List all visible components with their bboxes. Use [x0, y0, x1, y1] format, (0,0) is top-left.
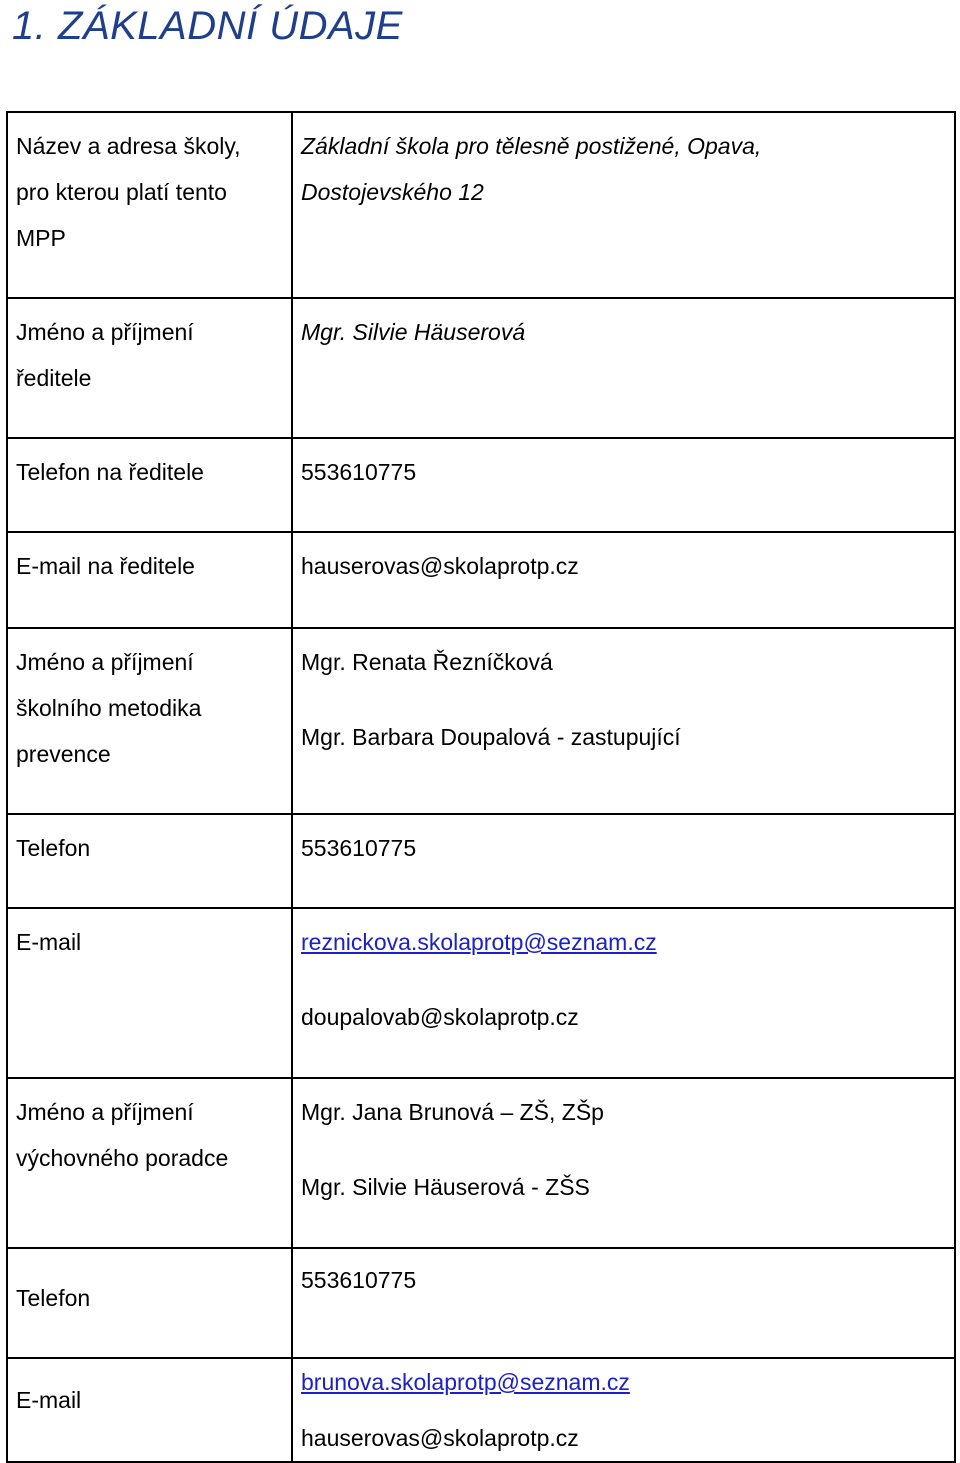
value-line: hauserovas@skolaprotp.cz	[301, 1425, 579, 1451]
label-line: školního metodika	[16, 695, 202, 721]
row-value-counselor-phone	[292, 1248, 955, 1358]
page-title: 1. ZÁKLADNÍ ÚDAJE	[12, 4, 403, 48]
value-line: 553610775	[301, 1267, 417, 1293]
email-link-row	[301, 919, 946, 965]
label-line: prevence	[16, 741, 111, 767]
label-line: MPP	[16, 225, 66, 251]
value-line: Dostojevského 12	[301, 179, 484, 205]
email-link[interactable]: brunova.skolaprotp@seznam.cz	[301, 1369, 630, 1395]
row-label-prevention-methodist	[7, 628, 292, 814]
value-line: doupalovab@skolaprotp.cz	[301, 1004, 579, 1030]
table-row	[7, 1078, 955, 1248]
row-label-methodist-email	[7, 908, 292, 1078]
row-value-methodist-email	[292, 908, 955, 1078]
row-value-methodist-phone	[292, 814, 955, 908]
value-line: Mgr. Silvie Häuserová - ZŠS	[301, 1174, 590, 1200]
label-line: E-mail na ředitele	[16, 553, 195, 579]
label-line: pro kterou platí tento	[16, 179, 227, 205]
label-line: Telefon na ředitele	[16, 459, 204, 485]
label-line: Telefon	[16, 835, 91, 861]
table-row	[7, 298, 955, 438]
row-value-counselor-email	[292, 1358, 955, 1462]
row-label-counselor-name	[7, 1078, 292, 1248]
label-line: výchovného poradce	[16, 1145, 229, 1171]
email-link-row	[301, 1359, 946, 1405]
label-line: E-mail	[16, 1387, 82, 1413]
row-label-school-name	[7, 112, 292, 298]
value-line: Mgr. Renata Řezníčková	[301, 649, 553, 675]
row-value-counselor-name	[292, 1078, 955, 1248]
table-row	[7, 628, 955, 814]
row-value-director-email	[292, 532, 955, 628]
table-row	[7, 908, 955, 1078]
row-label-director-phone	[7, 438, 292, 532]
table-row	[7, 438, 955, 532]
table-row	[7, 112, 955, 298]
label-line: Jméno a příjmení	[16, 319, 194, 345]
table-row	[7, 814, 955, 908]
row-value-prevention-methodist	[292, 628, 955, 814]
table-row	[7, 532, 955, 628]
school-info-table	[6, 111, 956, 1463]
email-link[interactable]: reznickova.skolaprotp@seznam.cz	[301, 929, 657, 955]
row-value-school-name	[292, 112, 955, 298]
label-line: E-mail	[16, 929, 82, 955]
row-label-director-email	[7, 532, 292, 628]
label-line: Jméno a příjmení	[16, 649, 194, 675]
value-line: Mgr. Silvie Häuserová	[301, 319, 526, 345]
row-label-counselor-email	[7, 1358, 292, 1462]
label-line: ředitele	[16, 365, 92, 391]
label-line: Název a adresa školy,	[16, 133, 241, 159]
value-line: 553610775	[301, 459, 417, 485]
value-line: Základní škola pro tělesně postižené, Opava,	[301, 133, 762, 159]
value-line: Mgr. Jana Brunová – ZŠ, ZŠp	[301, 1099, 604, 1125]
row-label-counselor-phone	[7, 1248, 292, 1358]
row-value-director-phone	[292, 438, 955, 532]
row-value-director-name	[292, 298, 955, 438]
row-label-methodist-phone	[7, 814, 292, 908]
value-line: hauserovas@skolaprotp.cz	[301, 553, 579, 579]
value-line: 553610775	[301, 835, 417, 861]
label-line: Telefon	[16, 1285, 91, 1311]
table-row	[7, 1248, 955, 1358]
label-line: Jméno a příjmení	[16, 1099, 194, 1125]
value-line: Mgr. Barbara Doupalová - zastupující	[301, 724, 681, 750]
row-label-director-name	[7, 298, 292, 438]
table-row	[7, 1358, 955, 1462]
